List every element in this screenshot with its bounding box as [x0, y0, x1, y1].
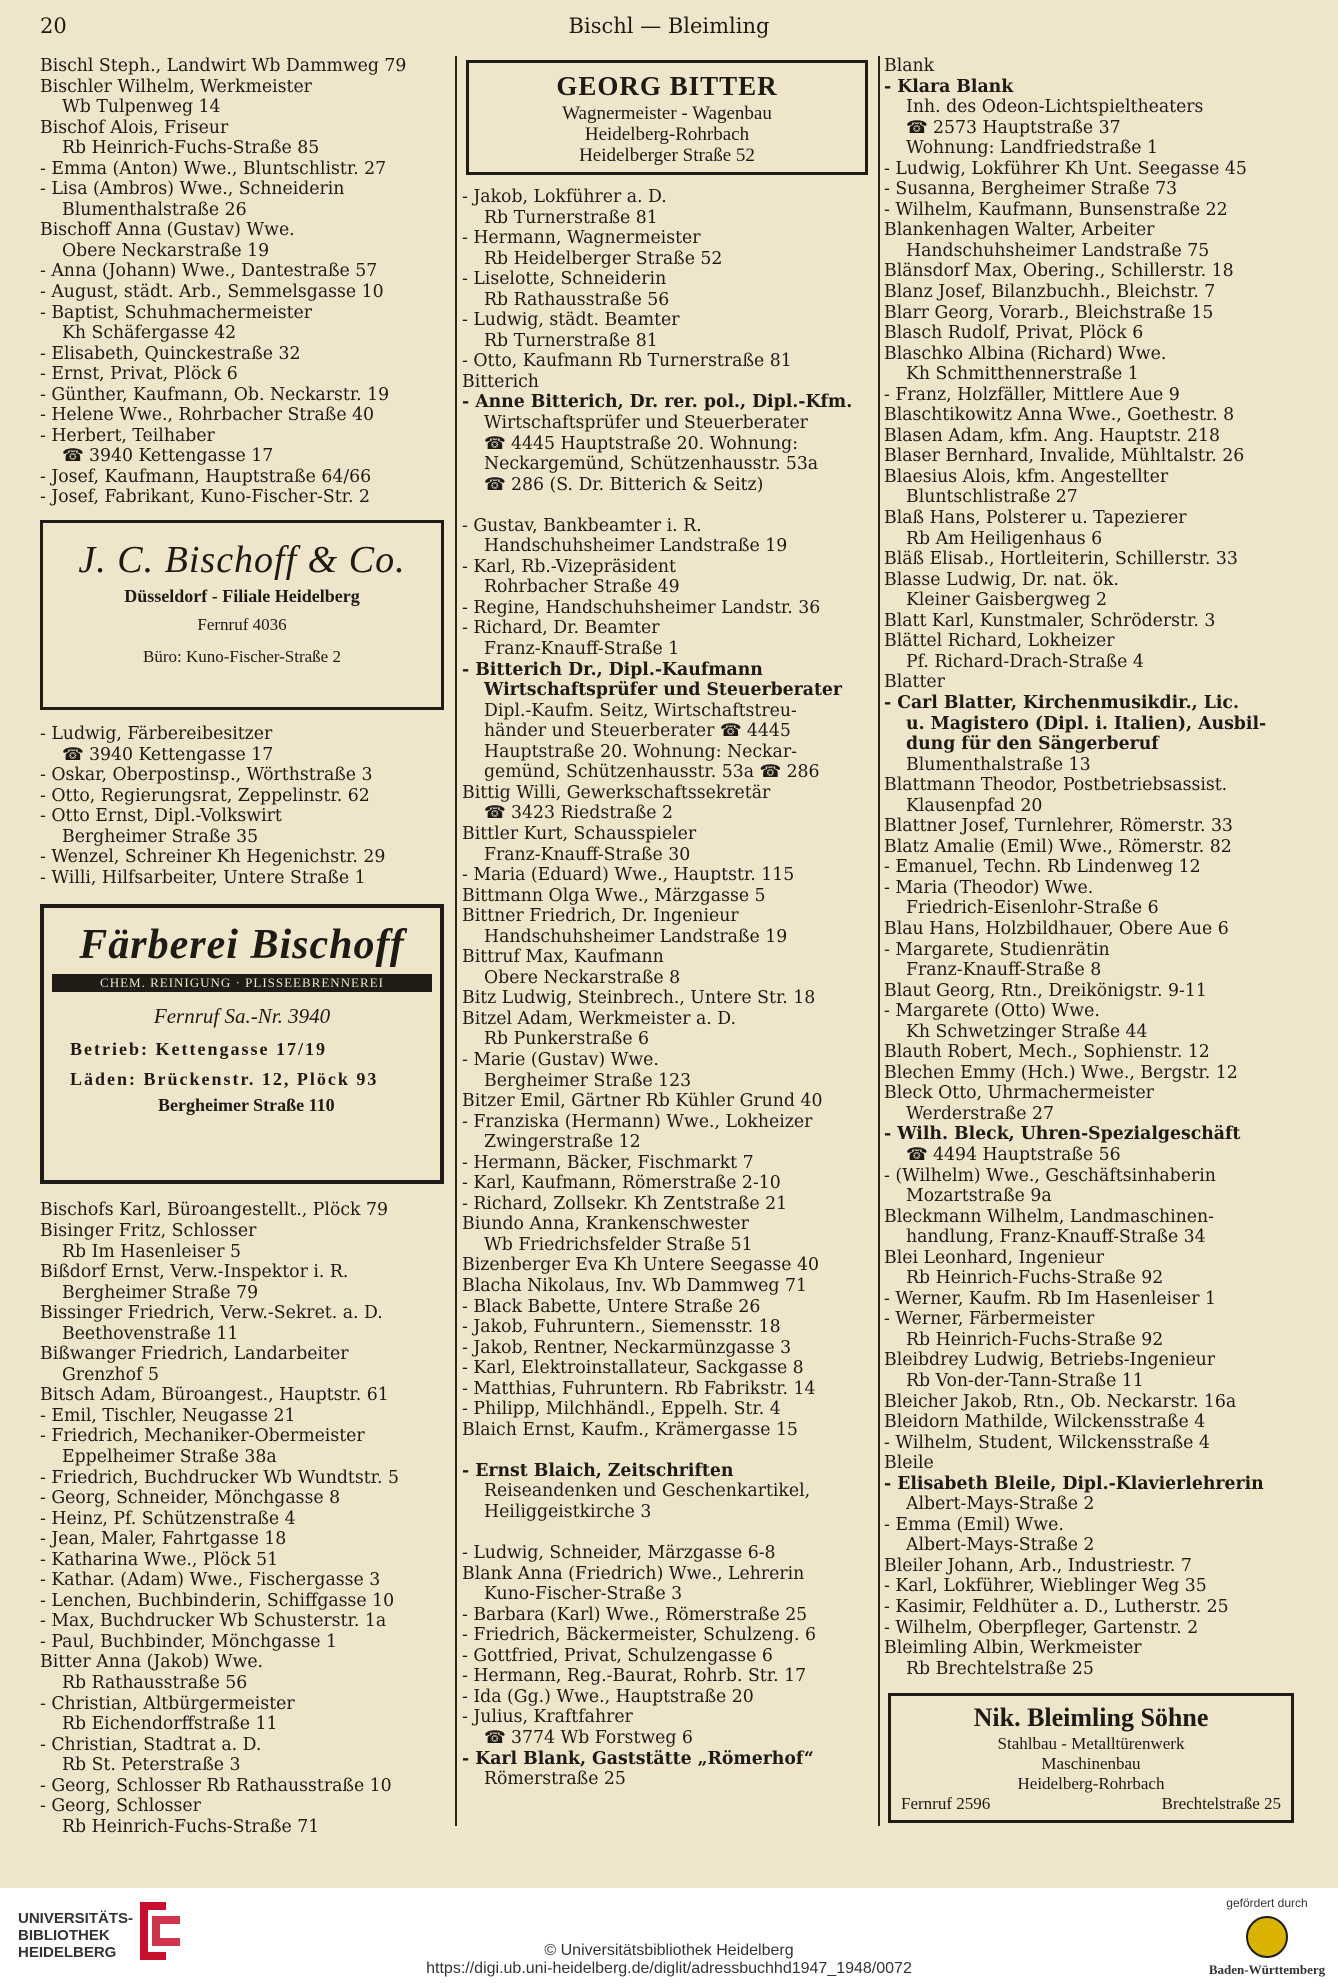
directory-entry-line: - August, städt. Arb., Semmelsgasse 10 [40, 282, 384, 303]
directory-entry-line: Blaich Ernst, Kaufm., Krämergasse 15 [462, 1419, 798, 1440]
directory-entry-line: ☎ 4494 Hauptstraße 56 [906, 1144, 1121, 1165]
ad-contact [897, 1794, 1285, 1814]
directory-entry-line: Bergheimer Straße 123 [484, 1070, 692, 1091]
directory-entry-line: Wohnung: Landfriedstraße 1 [906, 138, 1158, 159]
entry-list [884, 56, 1298, 1679]
state-seal-icon [1246, 1916, 1288, 1958]
copyright-text: © Universitätsbibliothek Heidelberg [544, 1942, 794, 1959]
directory-entry-line: handlung, Franz-Knauff-Straße 34 [906, 1227, 1206, 1248]
directory-entry-line: Bitter Anna (Jakob) Wwe. [40, 1652, 264, 1673]
directory-entry-line: Bisinger Fritz, Schlosser [40, 1220, 257, 1241]
copyright-notice [0, 1942, 1338, 1978]
directory-entry-line: Biundo Anna, Krankenschwester [462, 1214, 749, 1235]
directory-entry-line: gemünd, Schützenhausstr. 53a ☎ 286 [484, 762, 820, 783]
directory-entry-line: - Emma (Emil) Wwe. [884, 1514, 1064, 1535]
directory-entry-line: - Ernst Blaich, Zeitschriften [462, 1460, 734, 1481]
directory-entry-line: - Lisa (Ambros) Wwe., Schneiderin [40, 179, 345, 200]
directory-entry-line: ☎ 3940 Kettengasse 17 [62, 744, 274, 765]
advertisement-bitter [466, 60, 868, 175]
directory-entry-line: Blatz Amalie (Emil) Wwe., Römerstr. 82 [884, 836, 1232, 857]
directory-entry-line: Bläß Elisab., Hortleiterin, Schillerstr. 33 [884, 549, 1238, 570]
directory-entry-line: Bissinger Friedrich, Verw.-Sekret. a. D. [40, 1303, 383, 1324]
directory-entry-line: - Susanna, Bergheimer Straße 73 [884, 179, 1178, 200]
directory-entry-line: Bittmann Olga Wwe., Märzgasse 5 [462, 885, 766, 906]
directory-entry-line: Bischofs Karl, Büroangestellt., Plöck 79 [40, 1200, 388, 1221]
entry-list [40, 56, 448, 508]
ad-line: Stahlbau - Metalltürenwerk [997, 1734, 1185, 1754]
directory-entry-line: Bischler Wilhelm, Werkmeister [40, 76, 312, 97]
directory-entry-line: Pf. Richard-Drach-Straße 4 [906, 651, 1144, 672]
directory-entry-line: - Karl Blank, Gaststätte „Römerhof“ [462, 1748, 814, 1769]
directory-entry-line: - Gustav, Bankbeamter i. R. [462, 515, 702, 536]
directory-entry-line: - Herbert, Teilhaber [40, 425, 215, 446]
directory-entry-line: - Emma (Anton) Wwe., Bluntschlistr. 27 [40, 158, 387, 179]
directory-entry-line: - Wilh. Bleck, Uhren-Spezialgeschäft [884, 1124, 1241, 1145]
directory-entry-line: - Emil, Tischler, Neugasse 21 [40, 1405, 296, 1426]
directory-entry-line: - Kasimir, Feldhüter a. D., Lutherstr. 25 [884, 1597, 1229, 1618]
directory-entry-line: Rb Brechtelstraße 25 [906, 1658, 1094, 1679]
directory-entry-line: - Hermann, Wagnermeister [462, 228, 701, 249]
advertisement-bleimling [888, 1693, 1294, 1823]
directory-entry-line: Rb Heinrich-Fuchs-Straße 92 [906, 1268, 1164, 1289]
directory-entry-line: Rb Heinrich-Fuchs-Straße 92 [906, 1329, 1164, 1350]
directory-entry-line: Rb Von-der-Tann-Straße 11 [906, 1371, 1144, 1391]
directory-entry-line: Rb Rathausstraße 56 [484, 289, 670, 310]
directory-entry-line: - Gottfried, Privat, Schulzengasse 6 [462, 1645, 773, 1666]
directory-entry-line: Bitzer Emil, Gärtner Rb Kühler Grund 40 [462, 1091, 823, 1112]
directory-entry-line: Blacha Nikolaus, Inv. Wb Dammweg 71 [462, 1275, 807, 1296]
directory-entry-line: - Karl, Rb.-Vizepräsident [462, 556, 676, 577]
directory-entry-line: - Regine, Handschuhsheimer Landstr. 36 [462, 597, 821, 618]
directory-entry-line: - Julius, Kraftfahrer [462, 1707, 633, 1728]
directory-entry-line: Bitzel Adam, Werkmeister a. D. [462, 1008, 737, 1029]
directory-entry-line: händer und Steuerberater ☎ 4445 [484, 721, 791, 742]
directory-entry-line: Blaß Hans, Polsterer u. Tapezierer [884, 508, 1187, 529]
directory-entry-line: Klausenpfad 20 [906, 795, 1043, 816]
directory-entry-line: - Kathar. (Adam) Wwe., Fischergasse 3 [40, 1570, 381, 1591]
ad-phone: Fernruf 2596 [901, 1794, 991, 1814]
directory-entry-line: Wirtschaftsprüfer und Steuerberater [484, 413, 808, 434]
directory-entry-line: - Elisabeth, Quinckestraße 32 [40, 343, 301, 364]
directory-entry-line: - Otto Ernst, Dipl.-Volkswirt [40, 806, 282, 827]
directory-entry-line: - Hermann, Reg.-Baurat, Rohrb. Str. 17 [462, 1666, 807, 1687]
directory-entry-line: ☎ 2573 Hauptstraße 37 [906, 117, 1121, 138]
directory-entry-line: - Klara Blank [884, 76, 1014, 97]
directory-entry-line: - Helene Wwe., Rohrbacher Straße 40 [40, 405, 375, 426]
directory-entry-line: ☎ 3940 Kettengasse 17 [62, 446, 274, 467]
column-rule [878, 56, 880, 1826]
directory-entry-line [462, 1523, 872, 1544]
ad-address: Brechtelstraße 25 [1161, 1794, 1281, 1814]
ad-title: Nik. Bleimling Söhne [973, 1703, 1209, 1733]
directory-entry-line: - Friedrich, Buchdrucker Wb Wundtstr. 5 [40, 1467, 400, 1488]
directory-entry-line: - Ludwig, Lokführer Kh Unt. Seegasse 45 [884, 158, 1247, 179]
directory-entry-line: Bleckmann Wilhelm, Landmaschinen- [884, 1206, 1215, 1227]
directory-entry-line: Bluntschlistraße 27 [906, 487, 1078, 508]
directory-entry-line: - Jakob, Lokführer a. D. [462, 187, 667, 207]
directory-entry-line: Bergheimer Straße 79 [62, 1282, 259, 1303]
directory-entry-line: Zwingerstraße 12 [484, 1132, 641, 1153]
directory-entry-line: Bleicher Jakob, Rtn., Ob. Neckarstr. 16a [884, 1391, 1237, 1412]
directory-entry-line: Bittruf Max, Kaufmann [462, 947, 664, 968]
directory-entry-line: Rb Am Heiligenhaus 6 [906, 528, 1103, 549]
directory-entry-line: - Franz, Holzfäller, Mittlere Aue 9 [884, 384, 1180, 405]
directory-entry-line: Handschuhsheimer Landstraße 19 [484, 536, 788, 557]
directory-entry-line: - Liselotte, Schneiderin [462, 269, 667, 290]
directory-entry-line: - Richard, Dr. Beamter [462, 618, 660, 639]
directory-entry-line: Wb Tulpenweg 14 [62, 97, 221, 118]
directory-entry-line: Rb Heidelberger Straße 52 [484, 248, 723, 269]
directory-entry-line: Wirtschaftsprüfer und Steuerberater [484, 680, 843, 701]
ad-line: Maschinenbau [1041, 1754, 1141, 1774]
directory-entry-line: ☎ 4445 Hauptstraße 20. Wohnung: [484, 433, 799, 454]
directory-entry-line: Bittig Willi, Gewerkschaftssekretär [462, 782, 771, 803]
directory-entry-line: Rb Punkerstraße 6 [484, 1029, 650, 1050]
entry-list [462, 187, 872, 1790]
directory-entry-line: Römerstraße 25 [484, 1769, 626, 1790]
directory-entry-line [462, 495, 872, 516]
directory-entry-line: Dipl.-Kaufm. Seitz, Wirtschaftstreu- [484, 700, 797, 721]
ad-title: Färberei Bischoff [79, 922, 405, 969]
directory-entry-line: Bißwanger Friedrich, Landarbeiter [40, 1344, 349, 1365]
directory-entry-line: Bizenberger Eva Kh Untere Seegasse 40 [462, 1255, 819, 1276]
library-name: UNIVERSITÄTS- [18, 1910, 134, 1927]
directory-entry-line: - Philipp, Milchhändl., Eppelh. Str. 4 [462, 1399, 781, 1420]
directory-entry-line: Beethovenstraße 11 [62, 1323, 239, 1344]
directory-entry-line: Blumenthalstraße 26 [62, 199, 247, 220]
directory-entry-line: Bitsch Adam, Büroangest., Hauptstr. 61 [40, 1385, 389, 1406]
funded-by-label: gefördert durch [1226, 1896, 1308, 1910]
directory-entry-line: Blattner Josef, Turnlehrer, Römerstr. 33 [884, 816, 1233, 837]
directory-entry-line: Mozartstraße 9a [906, 1186, 1052, 1207]
directory-entry-line: Blatt Karl, Kunstmaler, Schröderstr. 3 [884, 610, 1216, 631]
directory-entry-line: Blatter [884, 672, 945, 693]
directory-entry-line: Bitz Ludwig, Steinbrech., Untere Str. 18 [462, 988, 816, 1009]
directory-entry-line: - Anne Bitterich, Dr. rer. pol., Dipl.-Kfm. [462, 392, 853, 413]
entry-list [40, 1200, 448, 1837]
directory-entry-line: - Margarete (Otto) Wwe. [884, 1001, 1100, 1022]
directory-entry-line: - Bitterich Dr., Dipl.-Kaufmann [462, 659, 763, 680]
directory-entry-line: ☎ 286 (S. Dr. Bitterich & Seitz) [484, 474, 764, 495]
directory-entry-line: - Ludwig, Schneider, Märzgasse 6-8 [462, 1543, 776, 1564]
directory-entry-line: Kh Schwetzinger Straße 44 [906, 1021, 1148, 1042]
directory-entry-line: Blättel Richard, Lokheizer [884, 631, 1115, 652]
directory-entry-line: Kh Schmitthennerstraße 1 [906, 364, 1139, 385]
directory-entry-line: Rb Turnerstraße 81 [484, 207, 658, 228]
directory-entry-line: Bischl Steph., Landwirt Wb Dammweg 79 [40, 56, 407, 76]
ad-line: Heidelberger Straße 52 [579, 145, 755, 166]
directory-entry-line: Bischoff Anna (Gustav) Wwe. [40, 220, 295, 241]
directory-entry-line: Bleile [884, 1453, 934, 1474]
directory-entry-line: Neckargemünd, Schützenhausstr. 53a [484, 454, 819, 475]
directory-entry-line: - Karl, Kaufmann, Römerstraße 2-10 [462, 1173, 781, 1194]
directory-entry-line: - (Wilhelm) Wwe., Geschäftsinhaberin [884, 1165, 1216, 1186]
directory-entry-line: - Black Babette, Untere Straße 26 [462, 1296, 761, 1317]
directory-entry-line: Rb Rathausstraße 56 [62, 1672, 248, 1693]
directory-entry-line: Blaschko Albina (Richard) Wwe. [884, 343, 1167, 364]
directory-entry-line: - Willi, Hilfsarbeiter, Untere Straße 1 [40, 867, 366, 888]
directory-entry-line: - Jakob, Fuhruntern., Siemensstr. 18 [462, 1317, 781, 1338]
directory-entry-line: Hauptstraße 20. Wohnung: Neckar- [484, 741, 797, 762]
directory-entry-line: - Hermann, Bäcker, Fischmarkt 7 [462, 1152, 754, 1173]
directory-entry-line: Blank [884, 56, 935, 76]
directory-entry-line: - Friedrich, Bäckermeister, Schulzeng. 6 [462, 1625, 816, 1646]
directory-entry-line: Bleck Otto, Uhrmachermeister [884, 1083, 1154, 1104]
directory-entry-line: - Marie (Gustav) Wwe. [462, 1049, 659, 1070]
directory-entry-line: Obere Neckarstraße 8 [484, 967, 681, 988]
directory-entry-line: Blechen Emmy (Hch.) Wwe., Bergstr. 12 [884, 1062, 1238, 1083]
directory-entry-line: Eppelheimer Straße 38a [62, 1446, 277, 1467]
directory-entry-line: Rb Eichendorffstraße 11 [62, 1714, 278, 1735]
directory-entry-line: - Wilhelm, Oberpfleger, Gartenstr. 2 [884, 1617, 1199, 1638]
directory-entry-line: Rb Heinrich-Fuchs-Straße 71 [62, 1816, 320, 1837]
directory-entry-line: - Maria (Eduard) Wwe., Hauptstr. 115 [462, 865, 795, 886]
directory-entry-line: dung für den Sängerberuf [906, 734, 1159, 755]
directory-entry-line: - Wenzel, Schreiner Kh Hegenichstr. 29 [40, 847, 386, 868]
directory-entry-line: - Katharina Wwe., Plöck 51 [40, 1549, 279, 1570]
directory-entry-line: Bergheimer Straße 35 [62, 826, 259, 847]
directory-entry-line: Blasse Ludwig, Dr. nat. ök. [884, 569, 1119, 590]
funder-logo [1208, 1896, 1326, 1978]
directory-entry-line: Blaser Bernhard, Invalide, Mühltalstr. 26 [884, 446, 1245, 467]
directory-entry-line: Albert-Mays-Straße 2 [906, 1535, 1095, 1556]
directory-entry-line: - Georg, Schlosser [40, 1796, 201, 1817]
ad-line: Wagnermeister - Wagenbau [562, 103, 772, 124]
directory-entry-line: Blarr Georg, Vorarb., Bleichstraße 15 [884, 302, 1214, 323]
column-2 [462, 56, 872, 1790]
directory-entry-line: Blaschtikowitz Anna Wwe., Goethestr. 8 [884, 405, 1235, 426]
directory-entry-line: Blattmann Theodor, Postbetriebsassist. [884, 775, 1228, 796]
directory-entry-line: Blaut Georg, Rtn., Dreikönigstr. 9-11 [884, 980, 1207, 1001]
directory-entry-line: Bißdorf Ernst, Verw.-Inspektor i. R. [40, 1262, 349, 1283]
page-number: 20 [40, 14, 67, 38]
state-name: Baden-Württemberg [1208, 1962, 1326, 1977]
page-header [40, 14, 1298, 46]
directory-entry-line: - Karl, Lokführer, Wieblinger Weg 35 [884, 1576, 1207, 1597]
directory-entry-line: Blankenhagen Walter, Arbeiter [884, 220, 1155, 241]
directory-entry-line: - Werner, Kaufm. Rb Im Hasenleiser 1 [884, 1288, 1216, 1309]
directory-entry-line: - Paul, Buchbinder, Mönchgasse 1 [40, 1631, 337, 1652]
directory-entry-line: Friedrich-Eisenlohr-Straße 6 [906, 898, 1159, 919]
directory-entry-line: - Jean, Maler, Fahrtgasse 18 [40, 1529, 287, 1550]
directory-entry-line: ☎ 3423 Riedstraße 2 [484, 803, 673, 824]
directory-entry-line: Blau Hans, Holzbildhauer, Obere Aue 6 [884, 918, 1229, 939]
directory-entry-line: Kuno-Fischer-Straße 3 [484, 1584, 683, 1605]
directory-entry-line: Kleiner Gaisbergweg 2 [906, 590, 1107, 611]
directory-entry-line: - Baptist, Schuhmachermeister [40, 302, 313, 323]
advertisement-bischoff [40, 520, 444, 710]
ad-phone: Fernruf Sa.-Nr. 3940 [153, 1004, 331, 1029]
directory-entry-line: - Ida (Gg.) Wwe., Hauptstraße 20 [462, 1686, 754, 1707]
ad-shops: Läden: Brückenstr. 12, Plöck 93 [70, 1069, 379, 1090]
directory-entry-line: - Heinz, Pf. Schützenstraße 4 [40, 1508, 296, 1529]
directory-entry-line: - Margarete, Studienrätin [884, 939, 1110, 960]
directory-entry-line: - Georg, Schneider, Mönchgasse 8 [40, 1488, 341, 1509]
directory-entry-line: - Christian, Altbürgermeister [40, 1693, 295, 1714]
directory-entry-line: - Matthias, Fuhruntern. Rb Fabrikstr. 14 [462, 1378, 816, 1399]
directory-entry-line: Obere Neckarstraße 19 [62, 240, 270, 261]
directory-entry-line: - Josef, Fabrikant, Kuno-Fischer-Str. 2 [40, 487, 371, 508]
directory-entry-line: - Josef, Kaufmann, Hauptstraße 64/66 [40, 466, 372, 487]
ad-band: CHEM. REINIGUNG · PLISSEEBRENNEREI [52, 974, 432, 992]
directory-entry-line: - Werner, Färbermeister [884, 1309, 1095, 1330]
directory-entry-line: - Otto, Regierungsrat, Zeppelinstr. 62 [40, 785, 370, 806]
directory-entry-line: Franz-Knauff-Straße 30 [484, 844, 691, 865]
directory-entry-line: Blasen Adam, kfm. Ang. Hauptstr. 218 [884, 425, 1221, 446]
library-name: HEIDELBERG [18, 1944, 117, 1961]
directory-entry-line: Blauth Robert, Mech., Sophienstr. 12 [884, 1042, 1210, 1063]
directory-entry-line: - Max, Buchdrucker Wb Schusterstr. 1a [40, 1611, 387, 1632]
directory-entry-line: Rb Turnerstraße 81 [484, 330, 658, 351]
directory-entry-line: Wb Friedrichsfelder Straße 51 [484, 1234, 753, 1255]
directory-entry-line: - Elisabeth Bleile, Dipl.-Klavierlehrerin [884, 1473, 1264, 1494]
running-head: Bischl — Bleimling [568, 14, 770, 38]
ad-subtitle: Düsseldorf - Filiale Heidelberg [124, 586, 360, 607]
directory-entry-line: - Georg, Schlosser Rb Rathausstraße 10 [40, 1775, 392, 1796]
column-3 [884, 56, 1298, 1827]
directory-entry-line: - Franziska (Hermann) Wwe., Lokheizer [462, 1111, 813, 1132]
ad-shops-2: Bergheimer Straße 110 [158, 1095, 335, 1116]
directory-entry-line: - Richard, Zollsekr. Kh Zentstraße 21 [462, 1193, 788, 1214]
directory-entry-line: u. Magistero (Dipl. i. Italien), Ausbil- [906, 713, 1267, 734]
advertisement-faerberei [40, 904, 444, 1184]
directory-entry-line: Blumenthalstraße 13 [906, 754, 1091, 775]
directory-entry-line: Blänsdorf Max, Obering., Schillerstr. 18 [884, 261, 1234, 282]
footer [0, 1888, 1338, 1983]
ad-phone: Fernruf 4036 [197, 615, 287, 635]
directory-entry-line: ☎ 3774 Wb Forstweg 6 [484, 1728, 693, 1749]
directory-entry-line: - Karl, Elektroinstallateur, Sackgasse 8 [462, 1358, 804, 1379]
ad-title: J. C. Bischoff & Co. [78, 539, 406, 582]
directory-entry-line: - Günther, Kaufmann, Ob. Neckarstr. 19 [40, 384, 390, 405]
directory-entry-line: - Anna (Johann) Wwe., Dantestraße 57 [40, 261, 378, 282]
directory-entry-line: - Ludwig, Färbereibesitzer [40, 724, 273, 745]
directory-entry-line: Albert-Mays-Straße 2 [906, 1494, 1095, 1515]
directory-entry-line: - Ludwig, städt. Beamter [462, 310, 680, 331]
directory-entry-line: Handschuhsheimer Landstraße 75 [906, 240, 1210, 261]
directory-entry-line: Handschuhsheimer Landstraße 19 [484, 926, 788, 947]
directory-entry-line: Blasch Rudolf, Privat, Plöck 6 [884, 323, 1144, 344]
directory-entry-line: Blanz Josef, Bilanzbuchh., Bleichstr. 7 [884, 282, 1216, 303]
directory-entry-line: Blei Leonhard, Ingenieur [884, 1247, 1104, 1268]
directory-entry-line [462, 1440, 872, 1461]
ad-title: GEORG BITTER [556, 71, 778, 101]
directory-entry-line: - Emanuel, Techn. Rb Lindenweg 12 [884, 857, 1201, 878]
directory-entry-line: - Carl Blatter, Kirchenmusikdir., Lic. [884, 692, 1239, 713]
directory-entry-line: Inh. des Odeon-Lichtspieltheaters [906, 97, 1204, 118]
directory-entry-line: Grenzhof 5 [62, 1364, 159, 1385]
library-name: BIBLIOTHEK [18, 1927, 110, 1944]
column-rule [455, 56, 457, 1826]
directory-entry-line: - Christian, Stadtrat a. D. [40, 1734, 262, 1755]
ad-line: Heidelberg-Rohrbach [1017, 1774, 1165, 1794]
directory-entry-line: Heiliggeistkirche 3 [484, 1502, 652, 1522]
directory-entry-line: Rb Im Hasenleiser 5 [62, 1241, 241, 1262]
directory-entry-line: Bleidorn Mathilde, Wilckensstraße 4 [884, 1412, 1206, 1433]
directory-entry-line: Bleibdrey Ludwig, Betriebs-Ingenieur [884, 1350, 1216, 1371]
directory-entry-line: Franz-Knauff-Straße 8 [906, 960, 1102, 981]
directory-entry-line: - Lenchen, Buchbinderin, Schiffgasse 10 [40, 1590, 395, 1611]
directory-entry-line: Bittner Friedrich, Dr. Ingenieur [462, 906, 739, 927]
directory-entry-line: Blaesius Alois, kfm. Angestellter [884, 466, 1169, 487]
directory-entry-line: - Wilhelm, Student, Wilckensstraße 4 [884, 1432, 1210, 1453]
directory-entry-line: Rb St. Peterstraße 3 [62, 1755, 241, 1776]
directory-entry-line: Kh Schäfergasse 42 [62, 323, 237, 344]
column-1 [40, 56, 448, 1837]
directory-entry-line: - Barbara (Karl) Wwe., Römerstraße 25 [462, 1604, 808, 1625]
permalink[interactable]: https://digi.ub.uni-heidelberg.de/diglit/adressbuchhd1947_1948/0072 [426, 1960, 912, 1977]
directory-entry-line: Bleiler Johann, Arb., Industriestr. 7 [884, 1555, 1192, 1576]
directory-entry-line: Rohrbacher Straße 49 [484, 577, 680, 598]
directory-entry-line: Bitterich [462, 371, 539, 392]
directory-entry-line: - Oskar, Oberpostinsp., Wörthstraße 3 [40, 765, 373, 786]
directory-entry-line: - Maria (Theodor) Wwe. [884, 877, 1094, 898]
directory-entry-line: Bleimling Albin, Werkmeister [884, 1638, 1142, 1659]
directory-entry-line: Rb Heinrich-Fuchs-Straße 85 [62, 138, 320, 159]
ad-address: Büro: Kuno-Fischer-Straße 2 [143, 647, 341, 667]
directory-entry-line: Blank Anna (Friedrich) Wwe., Lehrerin [462, 1563, 805, 1584]
directory-entry-line: - Wilhelm, Kaufmann, Bunsenstraße 22 [884, 199, 1228, 220]
directory-entry-line: Bittler Kurt, Schausspieler [462, 823, 697, 844]
directory-entry-line: - Otto, Kaufmann Rb Turnerstraße 81 [462, 351, 792, 372]
ad-line: Heidelberg-Rohrbach [584, 124, 750, 145]
directory-entry-line: Werderstraße 27 [906, 1103, 1055, 1124]
directory-entry-line: Bischof Alois, Friseur [40, 117, 229, 138]
directory-entry-line: - Friedrich, Mechaniker-Obermeister [40, 1426, 365, 1447]
directory-entry-line: Reiseandenken und Geschenkartikel, [484, 1481, 811, 1502]
directory-entry-line: - Ernst, Privat, Plöck 6 [40, 364, 238, 385]
ad-plant: Betrieb: Kettengasse 17/19 [70, 1039, 327, 1060]
entry-list [40, 724, 448, 888]
directory-entry-line: - Jakob, Rentner, Neckarmünzgasse 3 [462, 1337, 792, 1358]
directory-entry-line: Franz-Knauff-Straße 1 [484, 639, 680, 660]
